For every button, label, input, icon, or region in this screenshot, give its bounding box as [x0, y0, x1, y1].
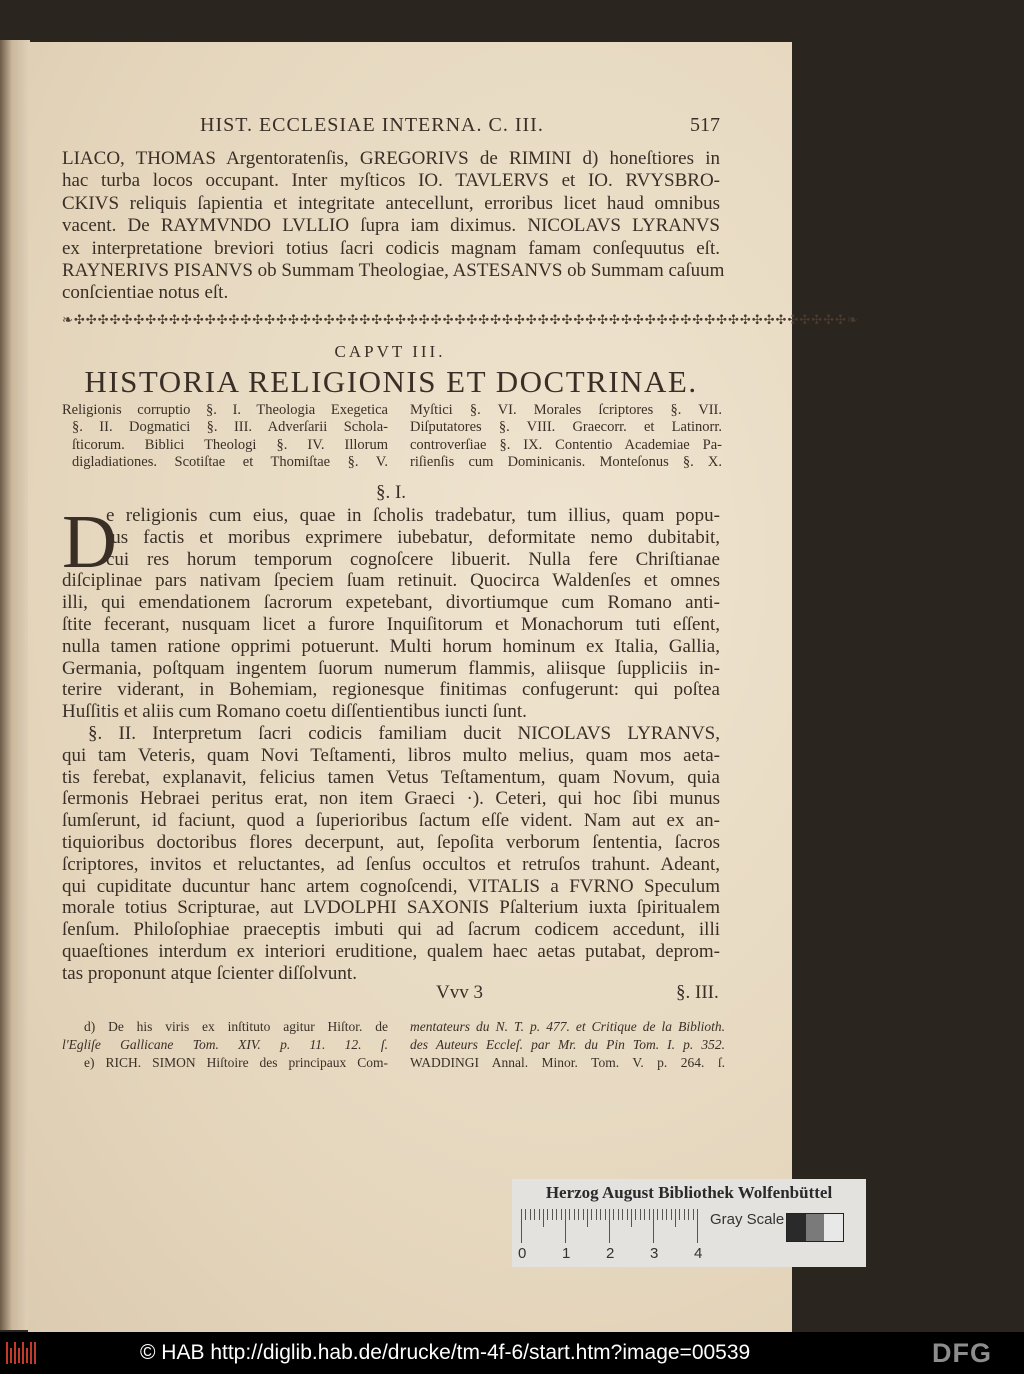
text-line: nulla tamen ratione opprimi potuerunt. Multi horum hominum ex Italia, Gallia, — [62, 635, 720, 657]
signature-mark: Vvv 3 — [436, 982, 483, 1003]
text-line: ſenſum. Philoſophiae praeceptis imbuti qui ad ſacrum codicem accedunt, illi — [62, 919, 720, 941]
ruler-tick — [539, 1209, 540, 1220]
ruler-tick — [587, 1209, 588, 1227]
text-line: ſumſerunt, id faciunt, quod a ſuperioribus ſactum eſſe vident. Nam aut ex an- — [62, 810, 720, 832]
ruler-tick — [657, 1209, 658, 1220]
ruler-tick — [552, 1209, 553, 1220]
text-line: e religionis cum eius, quae in ſcholis tradebatur, tum illius, quam popu- — [106, 505, 720, 526]
summary-right — [410, 402, 722, 471]
text-line: qui tam Veteris, quam Novi Teſtamenti, libros multo melius, quam mos aeta- — [62, 744, 720, 766]
ruler — [518, 1209, 711, 1262]
institution-name: Herzog August Bibliothek Wolfenbüttel — [545, 1183, 833, 1202]
gray-swatch-dark — [787, 1214, 806, 1241]
summary-line: ſticorum. Biblici Theologi §. IV. Illorum — [72, 436, 388, 453]
summary-left — [62, 402, 388, 471]
dfg-logo: DFG — [932, 1338, 992, 1368]
text-line: RAYNERIVS PISANVS ob Summam Theologiae, ASTESANVS ob Summam caſuum — [62, 259, 725, 281]
ruler-tick — [662, 1209, 663, 1220]
ruler-tick — [547, 1209, 548, 1220]
ruler-tick — [631, 1209, 632, 1227]
text-line: quaeſtiones interdum ex interiori eruditione, qualem haec aetas putabat, deprom- — [62, 940, 720, 962]
ruler-tick — [583, 1209, 584, 1220]
ruler-tick — [530, 1209, 531, 1220]
text-line: hac turba locos occupant. Inter myſticos IO. TAVLERVS et IO. RVYSBRO- — [62, 170, 720, 192]
ruler-tick — [640, 1209, 641, 1220]
ruler-tick — [521, 1209, 522, 1243]
text-line: illi, qui emendationem ſacrorum expetebant, divortiumque cum Romano anti- — [62, 592, 720, 614]
text-line: ſtite fecerant, nusquam licet a furore Inquiſitorum et Monachorum tuti eſſent, — [62, 613, 720, 635]
color-target-label — [512, 1179, 866, 1267]
ruler-tick — [543, 1209, 544, 1227]
ruler-label: 0 — [518, 1245, 527, 1262]
ruler-tick — [666, 1209, 667, 1220]
text-line: tiquioribus doctoribus flores decerpunt, aut, ſepoſita verborum ſententia, ſacros — [62, 831, 720, 853]
catchword: §. III. — [676, 982, 719, 1003]
text-line: §. II. Interpretum ſacri codicis familiam ducit NICOLAVS LYRANVS, — [88, 722, 720, 744]
intro-text — [62, 148, 725, 305]
ruler-tick — [596, 1209, 597, 1220]
text-line: ſcriptores, invitos et reluctantes, ad ſenſus occultos et retruſos trahunt. Adeant, — [62, 853, 720, 875]
ruler-tick — [609, 1209, 610, 1243]
ruler-tick — [693, 1209, 694, 1220]
ornamental-divider: ❧✣✣✣✣✣✣✣✣✣✣✣✣✣✣✣✣✣✣✣✣✣✣✣✣✣✣✣✣✣✣✣✣✣✣✣✣✣✣✣✣✣✣✣✣✣✣✣✣✣✣✣✣✣✣✣✣✣✣✣✣✣✣✣✣✣❧ — [62, 312, 859, 327]
section-heading: §. I. — [375, 482, 407, 503]
footnotes-right — [410, 1018, 725, 1072]
ruler-tick — [697, 1209, 698, 1243]
footnote-line: l'Egliſe Gallicane Tom. XIV. p. 11. 12. ſ. — [62, 1037, 388, 1052]
ruler-tick — [525, 1209, 526, 1220]
ruler-tick — [684, 1209, 685, 1220]
text-line: lus factis et moribus exprimere iubebatur, deformitate nemo dubitabit, — [106, 526, 720, 548]
summary-line: riſienſis cum Dominicanis. Monteſonus §. X. — [410, 453, 722, 470]
ruler-tick — [534, 1209, 535, 1220]
text-line: Germania, poſtquam ingentem ſuorum numerum flammis, aliisque ſuppliciis in- — [62, 657, 720, 679]
text-line: terire viderant, in Bohemiam, regionesque finitimas confugerunt: qui poſtea — [62, 679, 720, 701]
footnote-line: mentateurs du N. T. p. 477. et Critique de la Biblioth. — [410, 1019, 725, 1034]
ruler-label: 3 — [650, 1245, 659, 1262]
ruler-tick — [600, 1209, 601, 1220]
text-line: ex interpretatione breviori totius ſacri codicis magnam famam conſequutus eſt. — [62, 237, 720, 259]
summary-line: §. II. Dogmatici §. III. Adverſarii Schola- — [72, 419, 388, 436]
summary-line: controverſiae §. IX. Contentio Academiae Pa- — [410, 436, 722, 453]
summary-line: Diſputatores §. VIII. Graecorr. et Latinorr. — [410, 419, 722, 436]
drop-cap: D — [62, 500, 117, 584]
gray-scale-swatches — [786, 1213, 844, 1242]
main-text — [62, 500, 720, 985]
text-line: diſciplinae pars nativam ſpeciem ſuam retinuit. Quocirca Waldenſes et omnes — [62, 570, 720, 592]
ruler-tick — [675, 1209, 676, 1227]
ruler-tick — [574, 1209, 575, 1220]
ruler-tick — [649, 1209, 650, 1220]
text-line: tas proponunt atque ſcienter diſſolvunt. — [62, 962, 357, 984]
text-line: ſermonis Hebraei peritus erat, non item Graeci ·). Ceteri, qui hoc ſibi munus — [62, 788, 720, 810]
ruler-tick — [644, 1209, 645, 1220]
ruler-tick — [671, 1209, 672, 1220]
footnote-line: e) RICH. SIMON Hiſtoire des principaux Com- — [84, 1055, 388, 1070]
ruler-tick — [569, 1209, 570, 1220]
ruler-tick — [605, 1209, 606, 1220]
ruler-label: 2 — [606, 1245, 615, 1262]
footnote-line: d) De his viris ex inſtituto agitur Hiſtor. de — [84, 1019, 388, 1034]
facing-page-edge — [0, 40, 30, 1330]
summary-line: digladiationes. Scotiſtae et Thomiſtae §. V. — [72, 453, 388, 470]
ruler-tick — [613, 1209, 614, 1220]
page-number: 517 — [690, 114, 720, 136]
chapter-title: HISTORIA RELIGIONIS ET DOCTRINAE. — [84, 364, 698, 399]
ruler-tick — [561, 1209, 562, 1220]
footnotes-left — [62, 1018, 388, 1072]
ruler-tick — [627, 1209, 628, 1220]
text-line: qui cupiditate ducuntur hanc artem cognoſcendi, VITALIS a FVRNO Speculum — [62, 875, 720, 897]
text-line: vacent. De RAYMVNDO LVLLIO ſupra iam diximus. NICOLAVS LYRANVS — [62, 215, 720, 237]
ruler-tick — [591, 1209, 592, 1220]
summary-line: Religionis corruptio §. I. Theologia Exegetica — [62, 402, 388, 418]
text-line: cui res horum temporum cognoſcere libuerit. Nulla fere Chriſtianae — [106, 548, 720, 570]
text-line: tis ferebat, explanavit, felicius tamen Vetus Teſtamentum, quam Novum, quia — [62, 766, 720, 788]
ruler-tick — [679, 1209, 680, 1220]
ruler-tick — [578, 1209, 579, 1220]
footnote-line: WADDINGI Annal. Minor. Tom. V. p. 264. ſ. — [410, 1055, 725, 1070]
text-line: LIACO, THOMAS Argentoratenſis, GREGORIVS de RIMINI d) honeſtiores in — [62, 148, 720, 169]
copyright-url-link[interactable]: © HAB http://diglib.hab.de/drucke/tm-4f-6/start.htm?image=00539 — [140, 1341, 751, 1364]
ruler-tick — [653, 1209, 654, 1243]
ruler-tick — [635, 1209, 636, 1220]
ruler-tick — [565, 1209, 566, 1243]
chapter-label: CAPVT III. — [334, 342, 446, 361]
ruler-label: 1 — [562, 1245, 571, 1262]
gray-swatch-mid — [806, 1214, 825, 1241]
text-line: morale totius Scripturae, aut LVDOLPHI SAXONIS Pſalterium iuxta ſpiritualem — [62, 897, 720, 919]
ruler-tick — [618, 1209, 619, 1220]
viewer-footer — [0, 1332, 1024, 1374]
hab-barcode-icon — [6, 1342, 40, 1364]
ruler-tick — [556, 1209, 557, 1220]
footnote-line: des Auteurs Eccleſ. par Mr. du Pin Tom. I. p. 352. — [410, 1037, 725, 1052]
summary-line: Myſtici §. VI. Morales ſcriptores §. VII. — [410, 402, 722, 418]
ruler-tick — [622, 1209, 623, 1220]
gray-scale-label: Gray Scale — [710, 1211, 785, 1228]
gray-swatch-light — [824, 1214, 843, 1241]
ruler-tick — [688, 1209, 689, 1220]
ruler-label: 4 — [694, 1245, 703, 1262]
text-line: CKIVS reliquis ſapientia et integritate antecellunt, erroribus licet haud omnibus — [62, 192, 720, 214]
running-title: HIST. ECCLESIAE INTERNA. C. III. — [200, 114, 544, 136]
text-line: Huſſitis et aliis cum Romano coetu diſſentientibus iuncti ſunt. — [62, 701, 527, 723]
text-line: conſcientiae notus eſt. — [62, 282, 229, 304]
